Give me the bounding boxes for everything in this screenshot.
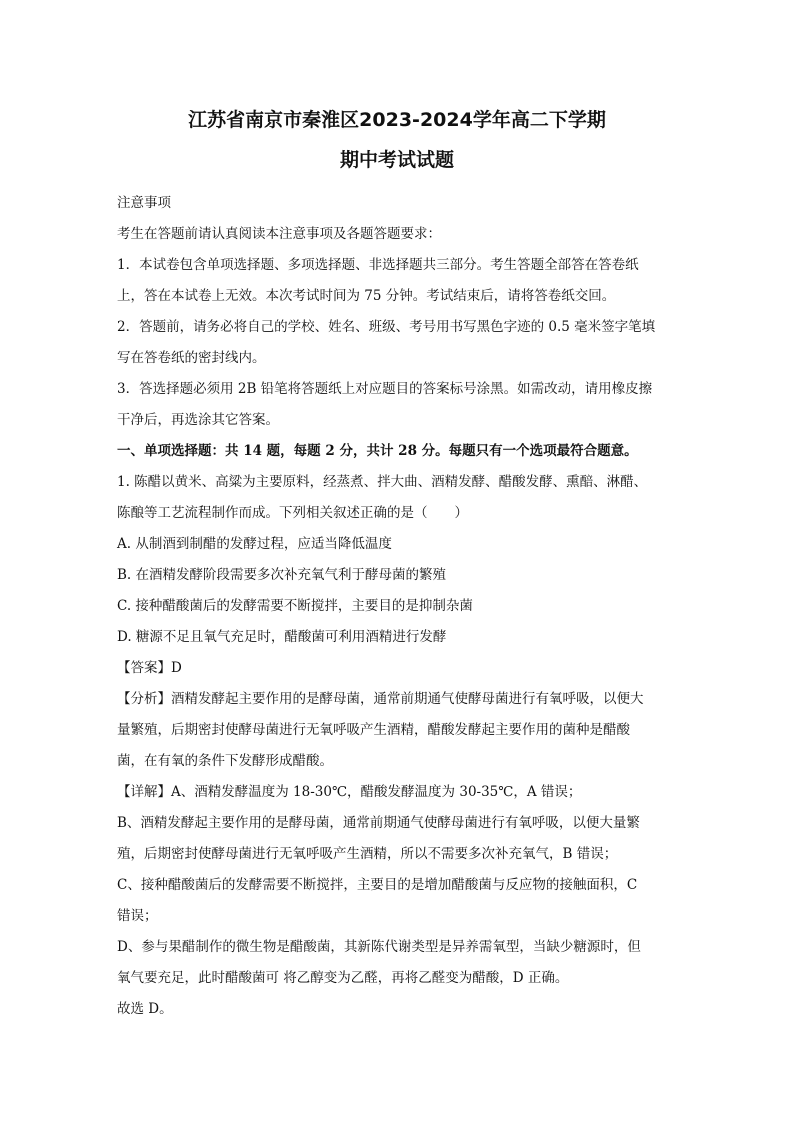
option-d: D. 糖源不足且氧气充足时，醋酸菌可利用酒精进行发酵: [117, 629, 447, 645]
notice-item-1-cont: 上，答在本试卷上无效。本次考试时间为 75 分钟。考试结束后，请将答卷纸交回。: [117, 288, 616, 304]
detail-line: C、接种醋酸菌后的发酵需要不断搅拌，主要目的是增加醋酸菌与反应物的接触面积，C: [117, 877, 638, 893]
notice-item-3-cont: 干净后，再选涂其它答案。: [117, 412, 279, 428]
analysis-line: 量繁殖，后期密封使酵母菌进行无氧呼吸产生酒精，醋酸发酵起主要作用的菌种是醋酸: [117, 722, 630, 738]
conclusion: 故选 D。: [117, 1001, 173, 1017]
option-a: A. 从制酒到制醋的发酵过程，应适当降低温度: [117, 536, 392, 552]
document-subtitle: 期中考试试题: [339, 149, 454, 171]
notice-intro: 考生在答题前请认真阅读本注意事项及各题答题要求：: [117, 226, 441, 242]
notice-item-2: 2．答题前，请务必将自己的学校、姓名、班级、考号用书写黑色字迹的 0.5 毫米签字笔填: [117, 319, 656, 335]
document-title: 江苏省南京市秦淮区2023-2024学年高二下学期: [188, 109, 606, 131]
detail-line: 错误；: [117, 908, 158, 924]
detail-line: 氧气要充足，此时醋酸菌可 将乙醇变为乙醛，再将乙醛变为醋酸，D 正确。: [117, 970, 569, 986]
answer: 【答案】D: [117, 660, 182, 676]
question-stem-cont: 陈酿等工艺流程制作而成。下列相关叙述正确的是（ ）: [117, 505, 468, 521]
analysis-line: 菌，在有氧的条件下发酵形成醋酸。: [117, 753, 333, 769]
notice-heading: 注意事项: [117, 195, 171, 211]
notice-item-1: 1．本试卷包含单项选择题、多项选择题、非选择题共三部分。考生答题全部答在答卷纸: [117, 257, 639, 273]
option-c: C. 接种醋酸菌后的发酵需要不断搅拌，主要目的是抑制杂菌: [117, 598, 473, 614]
document-page: [117, 100, 677, 1025]
detail-line: 【详解】A、酒精发酵温度为 18-30℃，醋酸发酵温度为 30-35℃，A 错误；: [117, 784, 582, 800]
analysis-line: 【分析】酒精发酵起主要作用的是酵母菌，通常前期通气使酵母菌进行有氧呼吸，以便大: [117, 691, 644, 707]
detail-line: D、参与果醋制作的微生物是醋酸菌，其新陈代谢类型是异养需氧型，当缺少糖源时，但: [117, 939, 641, 955]
question-stem: 1. 陈醋以黄米、高粱为主要原料，经蒸煮、拌大曲、酒精发酵、醋酸发酵、熏醅、淋醋、: [117, 474, 648, 490]
detail-line: B、酒精发酵起主要作用的是酵母菌，通常前期通气使酵母菌进行有氧呼吸，以便大量繁: [117, 815, 640, 831]
detail-line: 殖，后期密封使酵母菌进行无氧呼吸产生酒精，所以不需要多次补充氧气，B 错误；: [117, 846, 618, 862]
section-heading: 一、单项选择题：共 14 题，每题 2 分，共计 28 分。每题只有一个选项最符合题意。: [117, 443, 638, 459]
option-b: B. 在酒精发酵阶段需要多次补充氧气利于酵母菌的繁殖: [117, 567, 447, 583]
notice-item-3: 3．答选择题必须用 2B 铅笔将答题纸上对应题目的答案标号涂黑。如需改动，请用橡皮擦: [117, 381, 653, 397]
notice-item-2-cont: 写在答卷纸的密封线内。: [117, 350, 266, 366]
